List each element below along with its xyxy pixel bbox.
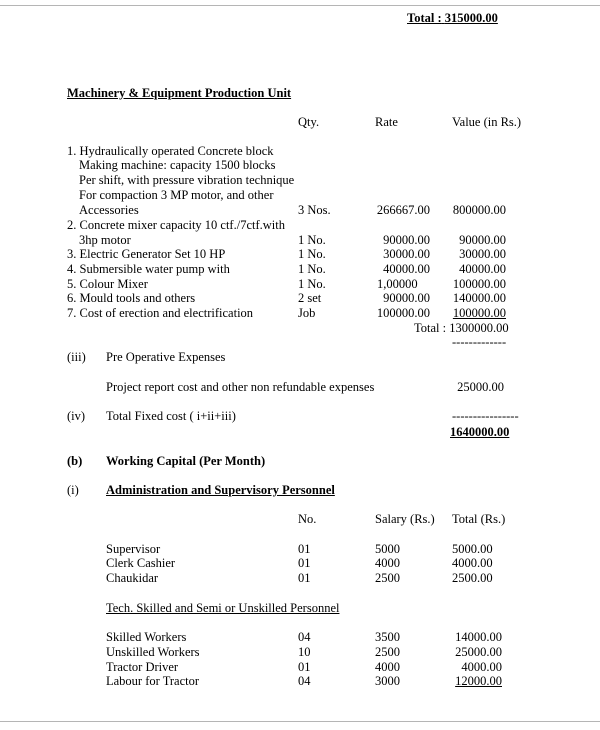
item1-qty: 3 Nos. bbox=[298, 203, 331, 217]
staff-no: 10 bbox=[298, 645, 311, 659]
staff-no: 04 bbox=[298, 674, 311, 688]
staff-salary: 4000 bbox=[375, 556, 400, 570]
item-rate: 1,00000 bbox=[377, 277, 418, 291]
staff-total: 2500.00 bbox=[452, 571, 493, 585]
staff-salary: 3500 bbox=[375, 630, 400, 644]
col-no: No. bbox=[298, 512, 317, 526]
tech-title: Tech. Skilled and Semi or Unskilled Personnel bbox=[106, 601, 340, 615]
item1-line: Per shift, with pressure vibration technique bbox=[79, 173, 295, 187]
item-desc: 7. Cost of erection and electrification bbox=[67, 306, 254, 320]
col-salary: Salary (Rs.) bbox=[375, 512, 435, 526]
bottom-rule bbox=[0, 721, 600, 722]
item2-qty: 1 No. bbox=[298, 233, 326, 247]
admin-num: (i) bbox=[67, 483, 79, 497]
staff-name: Clerk Cashier bbox=[106, 556, 176, 570]
item1-line: For compaction 3 MP motor, and other bbox=[79, 188, 274, 202]
item-rate: 100000.00 bbox=[376, 306, 430, 320]
staff-total: 14000.00 bbox=[455, 630, 502, 644]
item-qty: 1 No. bbox=[298, 277, 326, 291]
working-title: Working Capital (Per Month) bbox=[106, 454, 266, 468]
item-rate: 40000.00 bbox=[383, 262, 430, 276]
col-total: Total (Rs.) bbox=[452, 512, 506, 526]
item-desc: 6. Mould tools and others bbox=[67, 291, 196, 305]
item2-rate: 90000.00 bbox=[383, 233, 430, 247]
staff-no: 01 bbox=[298, 660, 311, 674]
item-rate: 30000.00 bbox=[383, 247, 430, 261]
staff-total: 25000.00 bbox=[455, 645, 502, 659]
header-total: Total : 315000.00 bbox=[407, 11, 498, 25]
item-value: 100000.00 bbox=[452, 306, 506, 320]
staff-salary: 2500 bbox=[375, 571, 400, 585]
item-desc: 3. Electric Generator Set 10 HP bbox=[67, 247, 226, 261]
working-num: (b) bbox=[67, 454, 83, 468]
item-desc: 4. Submersible water pump with bbox=[67, 262, 230, 276]
admin-title: Administration and Supervisory Personnel bbox=[106, 483, 335, 497]
fixed-title: Total Fixed cost ( i+ii+iii) bbox=[106, 409, 236, 423]
fixed-dashes: ---------------- bbox=[452, 409, 519, 423]
item-rate: 90000.00 bbox=[383, 291, 430, 305]
preop-desc: Project report cost and other non refundable expenses bbox=[106, 380, 375, 394]
staff-total: 4000.00 bbox=[461, 660, 502, 674]
top-rule bbox=[0, 5, 600, 6]
machinery-dashes: ------------- bbox=[452, 335, 507, 349]
item1-line: 1. Hydraulically operated Concrete block bbox=[67, 144, 274, 158]
staff-no: 04 bbox=[298, 630, 311, 644]
staff-name: Supervisor bbox=[106, 542, 161, 556]
fixed-num: (iv) bbox=[67, 409, 86, 423]
staff-no: 01 bbox=[298, 571, 311, 585]
item1-value: 800000.00 bbox=[452, 203, 506, 217]
staff-salary: 5000 bbox=[375, 542, 400, 556]
staff-name: Chaukidar bbox=[106, 571, 159, 585]
item-qty: Job bbox=[298, 306, 316, 320]
staff-no: 01 bbox=[298, 556, 311, 570]
preop-title: Pre Operative Expenses bbox=[106, 350, 226, 364]
item-value: 100000.00 bbox=[452, 277, 506, 291]
machinery-total: Total : 1300000.00 bbox=[414, 321, 509, 335]
staff-total: 5000.00 bbox=[452, 542, 493, 556]
item1-rate: 266667.00 bbox=[376, 203, 430, 217]
staff-name: Tractor Driver bbox=[106, 660, 179, 674]
item2-line: 2. Concrete mixer capacity 10 ctf./7ctf.with bbox=[67, 218, 285, 232]
item-value: 30000.00 bbox=[459, 247, 506, 261]
item-desc: 5. Colour Mixer bbox=[67, 277, 148, 291]
fixed-value: 1640000.00 bbox=[450, 425, 510, 439]
staff-name: Skilled Workers bbox=[106, 630, 187, 644]
staff-total: 4000.00 bbox=[452, 556, 493, 570]
staff-salary: 4000 bbox=[375, 660, 400, 674]
staff-name: Labour for Tractor bbox=[106, 674, 200, 688]
machinery-title: Machinery & Equipment Production Unit bbox=[67, 86, 292, 100]
item2-line: 3hp motor bbox=[79, 233, 131, 247]
col-value: Value (in Rs.) bbox=[452, 115, 522, 129]
staff-name: Unskilled Workers bbox=[106, 645, 200, 659]
staff-total: 12000.00 bbox=[455, 674, 502, 688]
item-qty: 1 No. bbox=[298, 247, 326, 261]
item-qty: 2 set bbox=[298, 291, 322, 305]
item1-line: Making machine: capacity 1500 blocks bbox=[79, 158, 276, 172]
item-qty: 1 No. bbox=[298, 262, 326, 276]
staff-salary: 3000 bbox=[375, 674, 400, 688]
item-value: 140000.00 bbox=[452, 291, 506, 305]
staff-salary: 2500 bbox=[375, 645, 400, 659]
preop-value: 25000.00 bbox=[457, 380, 504, 394]
col-qty: Qty. bbox=[298, 115, 320, 129]
item1-line: Accessories bbox=[79, 203, 139, 217]
item-value: 40000.00 bbox=[459, 262, 506, 276]
preop-num: (iii) bbox=[67, 350, 86, 364]
col-rate: Rate bbox=[375, 115, 398, 129]
staff-no: 01 bbox=[298, 542, 311, 556]
item2-value: 90000.00 bbox=[459, 233, 506, 247]
